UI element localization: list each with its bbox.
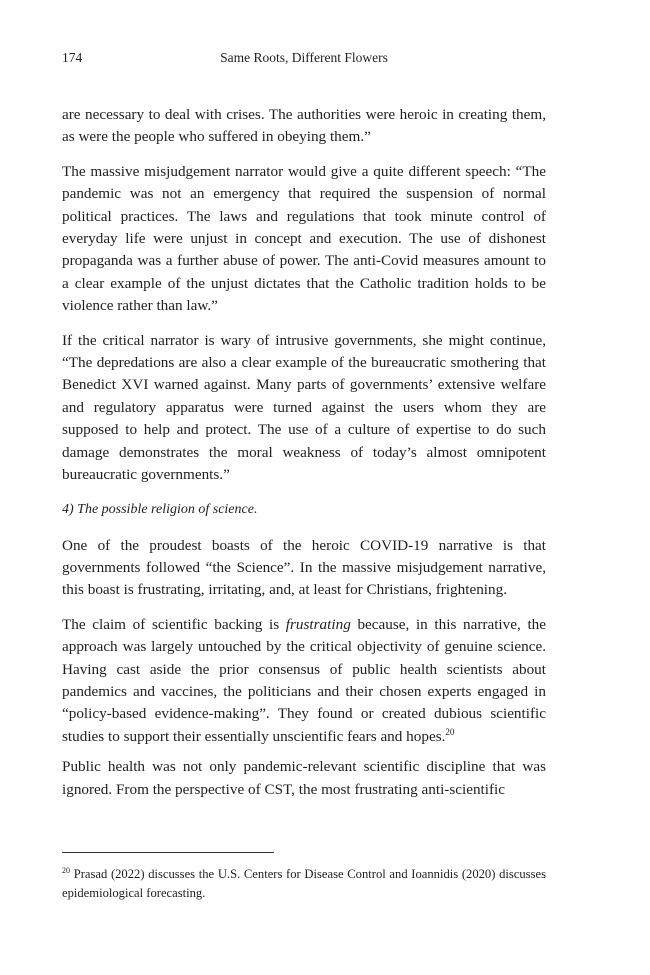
paragraph-4: One of the proudest boasts of the heroic COVID-19 narrative is that governments followed “the Science”. In the massive misjudgement narrative, this boast is frustrating, irritating, and, at least for Christians, frightening.	[62, 536, 546, 599]
paragraph-5-text-start: The claim of scientific backing is	[62, 615, 286, 633]
paragraph-5	[62, 614, 546, 748]
page-header	[62, 50, 546, 70]
book-page	[62, 0, 546, 975]
emphasized-word: frustrating	[285, 615, 351, 633]
paragraph-5-text-end: because, in this narrative, the approach was largely untouched by the critical objectivity of genuine science. Having cast aside the prior consensus of public health scientists about pandemics and vaccines, the politicians and their chosen experts engaged in “policy-based evidence-making”. They found or created dubious scientific studies to support their essentially unscientific fears and hopes.	[62, 615, 546, 745]
page-number: 174	[62, 50, 83, 65]
section-heading: 4) The possible religion of science.	[62, 501, 258, 517]
footnote-reference[interactable]: 20	[445, 726, 455, 737]
paragraph-2: The massive misjudgement narrator would give a quite different speech: “The pandemic was not an emergency that required the suspension of normal political practices. The laws and regulations that took minute control of everyday life were unjust in concept and execution. The use of dishonest propaganda was a further abuse of power. The anti-Covid measures amount to a clear example of the unjust dictates that the Catholic tradition holds to be violence rather than law.”	[62, 162, 546, 315]
paragraph-1: are necessary to deal with crises. The authorities were heroic in creating them, as were the people who suffered in obeying them.”	[62, 106, 546, 146]
footnote-text: Prasad (2022) discusses the U.S. Centers for Disease Control and Ioannidis (2020) discusses epidemiological forecasting.	[62, 867, 546, 900]
footnote-number: 20	[62, 865, 70, 875]
paragraph-3: If the critical narrator is wary of intrusive governments, she might continue, “The depredations are also a clear example of the bureaucratic smothering that Benedict XVI warned against. Many parts of governments’ extensive welfare and regulatory apparatus were turned against the users whom they are supposed to help and protect. The use of a culture of expertise to do such damage demonstrates the moral weakness of today’s almost omnipotent bureaucratic governments.”	[62, 331, 546, 484]
footnote-divider	[62, 852, 274, 853]
paragraph-6: Public health was not only pandemic-relevant scientific discipline that was ignored. From the perspective of CST, the most frustrating anti-scientific	[62, 758, 546, 798]
running-title: Same Roots, Different Flowers	[220, 50, 388, 65]
footnote	[62, 865, 546, 903]
body-text	[62, 104, 546, 813]
